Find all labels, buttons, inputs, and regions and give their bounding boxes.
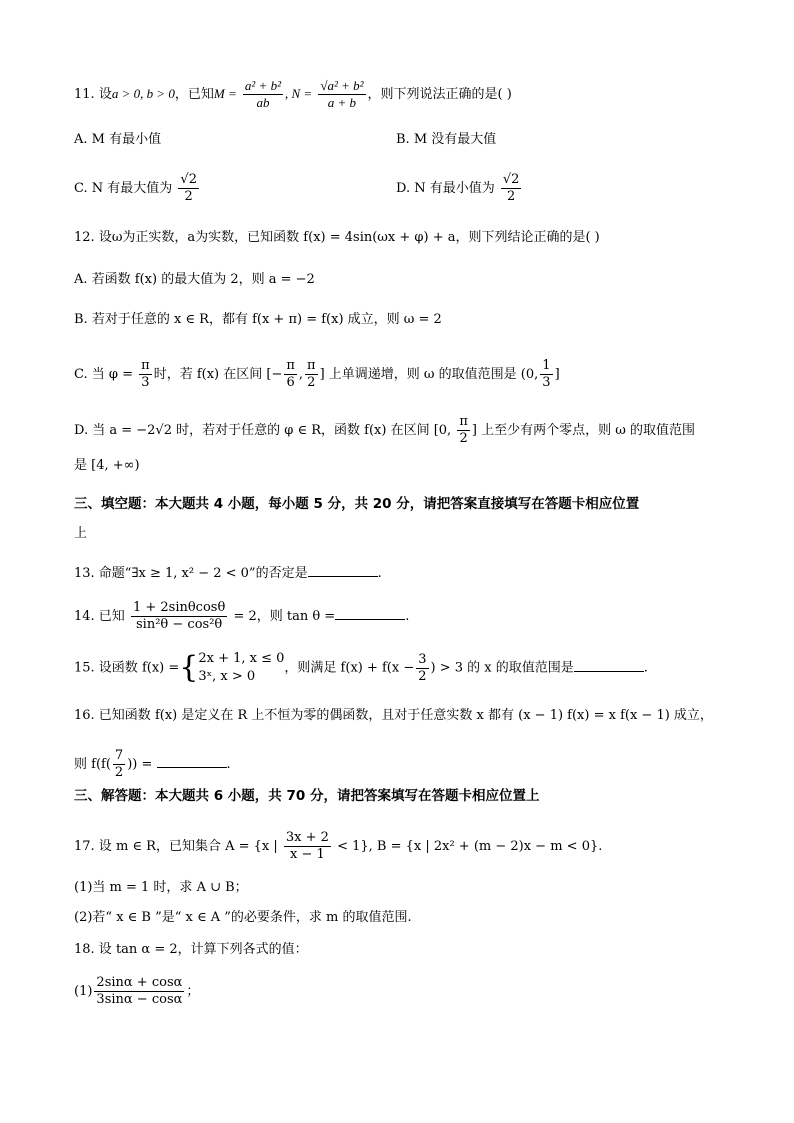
q16-line1: 16. 已知函数 f(x) 是定义在 R 上不恒为零的偶函数，且对于任意实数 x 都有 (x − 1) f(x) = x f(x − 1) 成立，: [74, 708, 713, 723]
q12-option-c: C. 当 φ = $\frac{\pi}{3}$ 时，若 f(x) 在区间 [− $\frac{\pi}{6}$ , $\frac{\pi}{2}$ ] 上单调递增，则 ω 的取值范围是 (0, $\frac{1}{3}$ ]: [74, 358, 560, 390]
section-fill-heading: 三、填空题：本大题共 4 小题，每小题 5 分，共 20 分，请把答案直接填写在答题卡相应位置: [74, 496, 640, 512]
q11-option-a: A. M 有最小值: [74, 132, 162, 147]
q11-d-fraction: $\frac{√2}{2}$: [502, 172, 520, 204]
q16-fraction: $\frac{7}{2}$: [114, 748, 124, 780]
q12-option-a: A. 若函数 f(x) 的最大值为 2，则 a = −2: [74, 272, 315, 287]
q11-option-d: D. N 有最小值为 $\frac{√2}{2}$: [396, 172, 520, 204]
q16-answer-blank[interactable]: [157, 753, 227, 768]
q12-option-b: B. 若对于任意的 x ∈ R，都有 f(x + π) = f(x) 成立，则 ω = 2: [74, 312, 442, 327]
q11-m-fraction: $\frac{\text{a² + b²}}{ab}$: [244, 78, 281, 110]
q11-n-fraction: $\frac{\text{√a² + b²}}{a + b}$: [320, 78, 364, 110]
q12-c-interval-b: $\frac{\pi}{2}$: [307, 358, 316, 390]
q14-fraction: $\frac{1 + 2\sin\theta\cos\theta}{\text{sin²θ − cos²θ}}$: [132, 600, 226, 632]
q17-fraction: $\frac{3x + 2}{x - 1}$: [285, 830, 329, 862]
q17-part1: (1)当 m = 1 时，求 A ∪ B；: [74, 880, 248, 895]
q12-option-d-line2: 是 [4, +∞): [74, 458, 140, 473]
q14-answer-blank[interactable]: [335, 605, 405, 620]
q15-piecewise: 2x + 1, x ≤ 0 3ˣ, x > 0: [198, 651, 285, 684]
q12-c-interval-a: $\frac{\pi}{6}$: [286, 358, 295, 390]
q17-part2: (2)若“ x ∈ B ”是“ x ∈ A ”的必要条件，求 m 的取值范围.: [74, 910, 412, 925]
q12-d-fraction: $\frac{\pi}{2}$: [459, 414, 468, 446]
q16-line2: 则 f(f( $\frac{7}{2}$ )) = .: [74, 748, 231, 780]
q12-option-d: D. 当 a = −2√2 时，若对于任意的 φ ∈ R，函数 f(x) 在区间 [0, $\frac{\pi}{2}$ ] 上至少有两个零点，则 ω 的取值范围: [74, 414, 695, 446]
q12-stem: 12. 设ω为正实数，a为实数，已知函数 f(x) = 4sin(ωx + φ) + a，则下列结论正确的是( ): [74, 230, 600, 245]
section-fill-heading-cont: 上: [74, 526, 88, 541]
q17-stem: 17. 设 m ∈ R，已知集合 A = {x | $\frac{3x + 2}{x - 1}$ < 1}, B = {x | 2x² + (m − 2)x − m < 0}.: [74, 830, 603, 862]
q15-answer-blank[interactable]: [574, 657, 644, 672]
q14: 14. 已知 $\frac{1 + 2\sin\theta\cos\theta}{\text{sin²θ − cos²θ}}$ = 2，则 tan θ = .: [74, 600, 410, 632]
q18-stem: 18. 设 tan α = 2，计算下列各式的值：: [74, 942, 308, 957]
q11-option-c: C. N 有最大值为 $\frac{√2}{2}$: [74, 172, 197, 204]
q12-c-range: $\frac{1}{3}$: [542, 358, 551, 390]
q18-part1: (1) $\frac{2\sin\alpha + \cos\alpha}{3\sin\alpha - \cos\alpha}$ ；: [74, 975, 200, 1007]
q13-answer-blank[interactable]: [308, 562, 378, 577]
q18-fraction: $\frac{2\sin\alpha + \cos\alpha}{3\sin\alpha - \cos\alpha}$: [96, 975, 183, 1007]
q11-c-fraction: $\frac{√2}{2}$: [180, 172, 197, 204]
q12-c-phi-fraction: $\frac{\pi}{3}$: [141, 358, 150, 390]
q15-fraction: $\frac{3}{2}$: [418, 651, 427, 684]
q13: 13. 命题“∃x ≥ 1, x² − 2 < 0”的否定是 .: [74, 562, 382, 584]
q11-stem: 11. 设a > 0, b > 0，已知M = $\frac{\text{a² + b²}}{ab}$ , N = $\frac{\text{√a² + b²}}{a + b}$ ，则下列说法正确的是( ): [74, 78, 512, 110]
q15: 15. 设函数 f(x) ={ 2x + 1, x ≤ 0 3ˣ, x > 0 ，则满足 f(x) + f(x − $\frac{3}{2}$ ) > 3 的 x 的取值范围是 .: [74, 650, 648, 685]
q11-option-b: B. M 没有最大值: [396, 132, 497, 147]
section-solve-heading: 三、解答题：本大题共 6 小题，共 70 分，请把答案填写在答题卡相应位置上: [74, 788, 540, 804]
